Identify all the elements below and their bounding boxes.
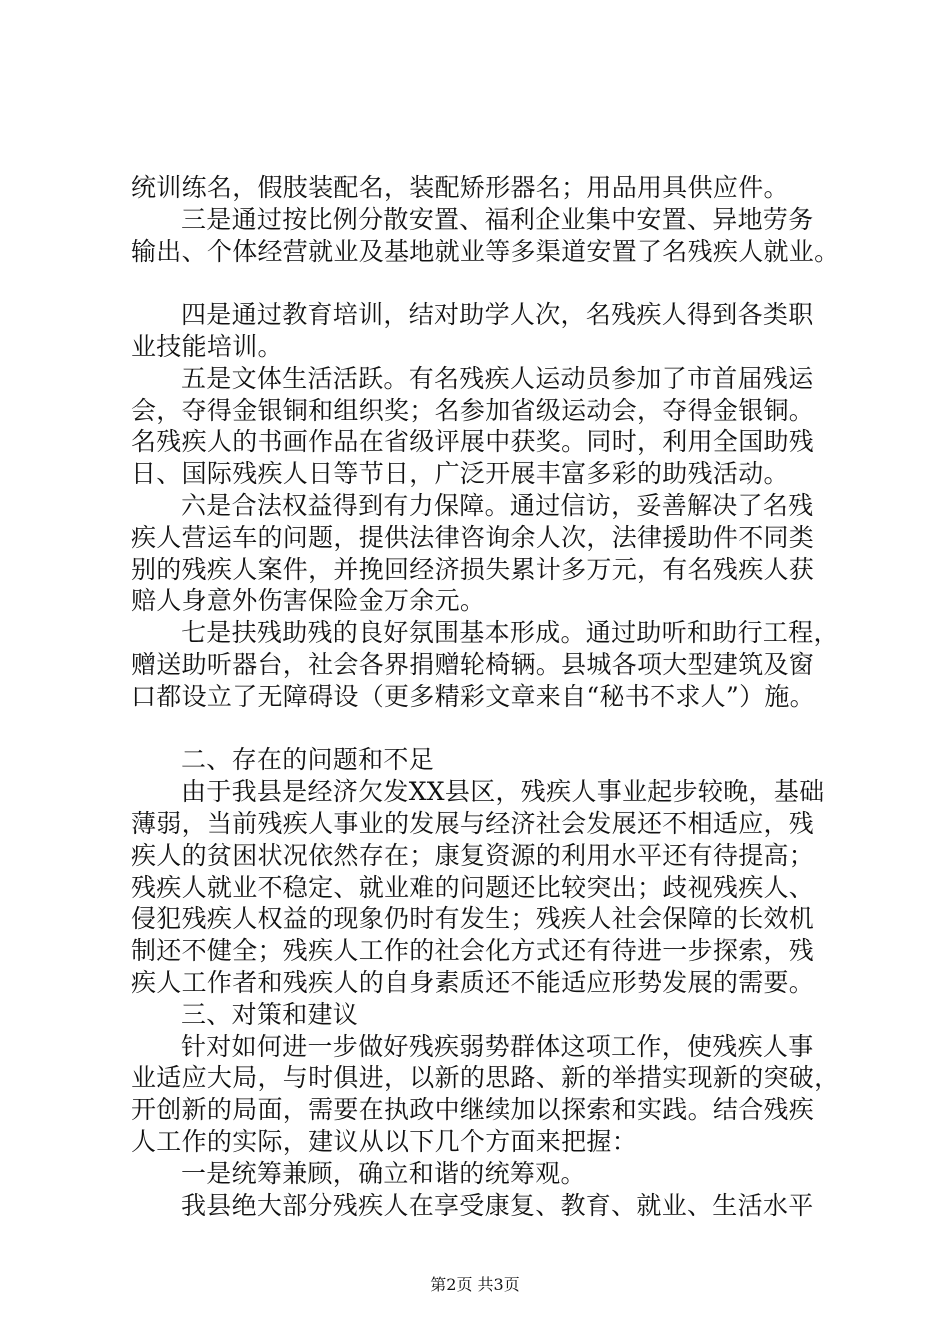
text-line: 口都设立了无障碍设（更多精彩文章来自“秘书不求人”）施。: [131, 681, 815, 711]
text-line: 别的残疾人案件，并挽回经济损失累计多万元，有名残疾人获: [131, 554, 815, 584]
text-line: 赔人身意外伤害保险金万余元。: [131, 586, 486, 616]
page-number-footer: 第2页 共3页: [430, 1275, 520, 1294]
paragraph-start-line: 六是合法权益得到有力保障。通过信访，妥善解决了名残: [181, 490, 814, 520]
text-line: 赠送助听器台，社会各界捐赠轮椅辆。县城各项大型建筑及窗: [131, 649, 815, 679]
paragraph-start-line: 四是通过教育培训，结对助学人次，名残疾人得到各类职: [181, 300, 814, 330]
paragraph-start-line: 七是扶残助残的良好氛围基本形成。通过助听和助行工程，: [181, 618, 839, 648]
text-line: 疾人工作者和残疾人的自身素质还不能适应形势发展的需要。: [131, 967, 815, 997]
text-line: 会，夺得金银铜和组织奖；名参加省级运动会，夺得金银铜。: [131, 395, 815, 425]
text-line: 统训练名，假肢装配名，装配矫形器名；用品用具供应件。: [131, 173, 789, 202]
paragraph-start-line: 我县绝大部分残疾人在享受康复、教育、就业、生活水平: [181, 1190, 814, 1220]
text-line: 疾人的贫困状况依然存在；康复资源的利用水平还有待提高；: [131, 840, 815, 870]
blank-line: [131, 267, 846, 299]
text-line: 制还不健全；残疾人工作的社会化方式还有待进一步探索，残: [131, 936, 815, 966]
document-body: [131, 172, 846, 1221]
blank-line: [131, 713, 846, 745]
paragraph-start-line: 三是通过按比例分散安置、福利企业集中安置、异地劳务: [181, 204, 814, 234]
section-heading: 三、对策和建议: [181, 999, 359, 1029]
text-line: 侵犯残疾人权益的现象仍时有发生；残疾人社会保障的长效机: [131, 904, 815, 934]
text-line: 名残疾人的书画作品在省级评展中获奖。同时，利用全国助残: [131, 427, 815, 457]
text-line: 人工作的实际，建议从以下几个方面来把握：: [131, 1126, 638, 1156]
paragraph-start-line: 五是文体生活活跃。有名残疾人运动员参加了市首届残运: [181, 363, 814, 393]
text-line: 薄弱，当前残疾人事业的发展与经济社会发展还不相适应，残: [131, 808, 815, 838]
text-line: 输出、个体经营就业及基地就业等多渠道安置了名残疾人就业。: [131, 236, 840, 266]
section-heading: 二、存在的问题和不足: [181, 745, 435, 775]
paragraph-start-line: 一是统筹兼顾，确立和谐的统筹观。: [181, 1158, 586, 1188]
text-line: 日、国际残疾人日等节日，广泛开展丰富多彩的助残活动。: [131, 459, 789, 489]
text-line: 业技能培训。: [131, 331, 283, 361]
text-line: 业适应大局，与时俱进，以新的思路、新的举措实现新的突破，: [131, 1063, 840, 1093]
text-line: 开创新的局面，需要在执政中继续加以探索和实践。结合残疾: [131, 1095, 815, 1125]
text-line: 疾人营运车的问题，提供法律咨询余人次，法律援助件不同类: [131, 522, 815, 552]
paragraph-start-line: 由于我县是经济欠发XX县区，残疾人事业起步较晚，基础: [181, 777, 825, 807]
text-line: 残疾人就业不稳定、就业难的问题还比较突出；歧视残疾人、: [131, 872, 815, 902]
paragraph-start-line: 针对如何进一步做好残疾弱势群体这项工作，使残疾人事: [181, 1031, 814, 1061]
